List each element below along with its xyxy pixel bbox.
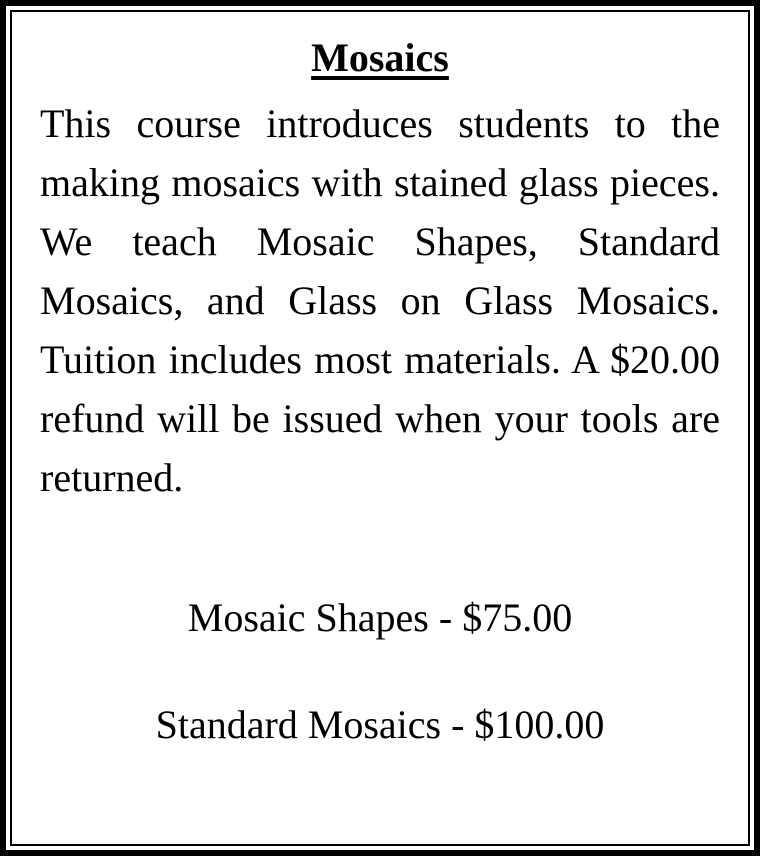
course-title: Mosaics xyxy=(311,35,449,80)
price-standard-mosaics: Standard Mosaics - $100.00 xyxy=(155,702,605,747)
price-mosaic-shapes: Mosaic Shapes - $75.00 xyxy=(187,595,573,640)
course-description: This course introduces students to the making mosaics with stained glass pieces. We teach Mosaic Shapes, Standard Mosaics, and Glass on Glass Mosaics. Tuition includes most materials. A $20.00 refund will be issued when your tools are returned. xyxy=(40,101,720,500)
course-card xyxy=(40,30,720,747)
